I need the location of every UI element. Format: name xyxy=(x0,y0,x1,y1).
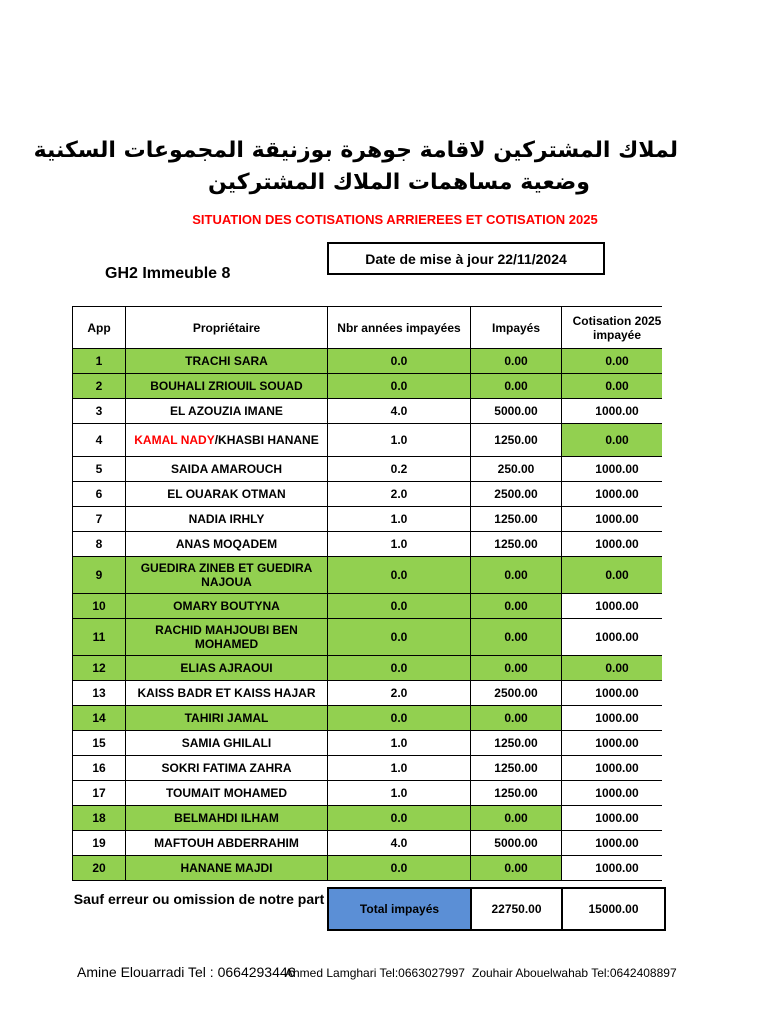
cell-owner: MAFTOUH ABDERRAHIM xyxy=(126,831,328,856)
cell-owner: TAHIRI JAMAL xyxy=(126,706,328,731)
table-row xyxy=(73,424,663,457)
table-row xyxy=(73,457,663,482)
cell-app: 20 xyxy=(73,856,126,881)
cell-cotisation: 0.00 xyxy=(562,349,663,374)
table-body xyxy=(73,349,663,881)
cell-years: 1.0 xyxy=(328,781,471,806)
cell-cotisation: 0.00 xyxy=(562,656,663,681)
table-row xyxy=(73,482,663,507)
table-row xyxy=(73,806,663,831)
cell-owner: TRACHI SARA xyxy=(126,349,328,374)
cell-app: 2 xyxy=(73,374,126,399)
cell-years: 0.0 xyxy=(328,806,471,831)
total-label: Total impayés xyxy=(328,888,471,930)
cell-app: 11 xyxy=(73,619,126,656)
table-row xyxy=(73,706,663,731)
cell-owner: SAMIA GHILALI xyxy=(126,731,328,756)
building-label: GH2 Immeuble 8 xyxy=(105,265,231,282)
table-row xyxy=(73,594,663,619)
cell-app: 17 xyxy=(73,781,126,806)
cell-years: 1.0 xyxy=(328,756,471,781)
cell-unpaid: 5000.00 xyxy=(471,831,562,856)
cell-unpaid: 1250.00 xyxy=(471,781,562,806)
col-header-unpaid: Impayés xyxy=(471,307,562,349)
cell-unpaid: 0.00 xyxy=(471,619,562,656)
cell-owner: EL OUARAK OTMAN xyxy=(126,482,328,507)
cell-owner: BELMAHDI ILHAM xyxy=(126,806,328,831)
owner-name: /KHASBI HANANE xyxy=(214,433,319,447)
cell-years: 1.0 xyxy=(328,532,471,557)
cell-owner: ANAS MOQADEM xyxy=(126,532,328,557)
cell-years: 0.0 xyxy=(328,619,471,656)
cell-cotisation: 0.00 xyxy=(562,424,663,457)
cell-cotisation: 1000.00 xyxy=(562,507,663,532)
table-row xyxy=(73,349,663,374)
cell-years: 0.0 xyxy=(328,557,471,594)
cell-owner xyxy=(126,424,328,457)
totals-row xyxy=(327,887,662,930)
table-row xyxy=(73,756,663,781)
cell-cotisation: 1000.00 xyxy=(562,781,663,806)
cell-app: 14 xyxy=(73,706,126,731)
cell-app: 12 xyxy=(73,656,126,681)
total-cotisation: 15000.00 xyxy=(562,888,665,930)
cell-owner: SOKRI FATIMA ZAHRA xyxy=(126,756,328,781)
arabic-title-line2: وضعية مساهمات الملاك المشتركين xyxy=(208,170,590,195)
cell-years: 0.0 xyxy=(328,594,471,619)
cell-years: 4.0 xyxy=(328,831,471,856)
table-row xyxy=(73,532,663,557)
cell-unpaid: 1250.00 xyxy=(471,507,562,532)
total-unpaid: 22750.00 xyxy=(471,888,562,930)
table-header-row xyxy=(73,307,663,349)
cell-unpaid: 1250.00 xyxy=(471,731,562,756)
contact-ahmed: Ahmed Lamghari Tel:0663027997 xyxy=(285,966,465,980)
cell-unpaid: 1250.00 xyxy=(471,756,562,781)
cell-years: 0.2 xyxy=(328,457,471,482)
contributions-table xyxy=(72,306,662,881)
cell-unpaid: 0.00 xyxy=(471,806,562,831)
cell-unpaid: 0.00 xyxy=(471,594,562,619)
cell-unpaid: 0.00 xyxy=(471,706,562,731)
cell-years: 0.0 xyxy=(328,706,471,731)
cell-years: 1.0 xyxy=(328,507,471,532)
document-subtitle: SITUATION DES COTISATIONS ARRIEREES ET COTISATION 2025 xyxy=(192,212,598,227)
cell-unpaid: 2500.00 xyxy=(471,482,562,507)
cell-app: 3 xyxy=(73,399,126,424)
cell-years: 1.0 xyxy=(328,424,471,457)
cell-app: 9 xyxy=(73,557,126,594)
cell-owner: GUEDIRA ZINEB ET GUEDIRA NAJOUA xyxy=(126,557,328,594)
cell-cotisation: 1000.00 xyxy=(562,482,663,507)
cell-app: 16 xyxy=(73,756,126,781)
cell-years: 2.0 xyxy=(328,681,471,706)
cell-years: 1.0 xyxy=(328,731,471,756)
col-header-app: App xyxy=(73,307,126,349)
cell-app: 10 xyxy=(73,594,126,619)
cell-unpaid: 1250.00 xyxy=(471,424,562,457)
cell-owner: TOUMAIT MOHAMED xyxy=(126,781,328,806)
cell-cotisation: 1000.00 xyxy=(562,731,663,756)
update-date-box: Date de mise à jour 22/11/2024 xyxy=(327,242,605,275)
cell-unpaid: 0.00 xyxy=(471,374,562,399)
cell-years: 0.0 xyxy=(328,374,471,399)
cell-app: 4 xyxy=(73,424,126,457)
cell-unpaid: 0.00 xyxy=(471,856,562,881)
disclaimer-note: Sauf erreur ou omission de notre part xyxy=(73,891,325,907)
cell-cotisation: 1000.00 xyxy=(562,619,663,656)
cell-owner: OMARY BOUTYNA xyxy=(126,594,328,619)
cell-unpaid: 5000.00 xyxy=(471,399,562,424)
cell-app: 8 xyxy=(73,532,126,557)
cell-cotisation: 1000.00 xyxy=(562,806,663,831)
contact-zouhair: Zouhair Abouelwahab Tel:0642408897 xyxy=(472,966,677,980)
cell-owner: SAIDA AMAROUCH xyxy=(126,457,328,482)
cell-app: 1 xyxy=(73,349,126,374)
contact-amine: Amine Elouarradi Tel : 0664293446 xyxy=(77,964,296,980)
cell-app: 7 xyxy=(73,507,126,532)
cell-years: 2.0 xyxy=(328,482,471,507)
cell-years: 0.0 xyxy=(328,856,471,881)
cell-cotisation: 0.00 xyxy=(562,557,663,594)
table-row xyxy=(73,731,663,756)
cell-app: 5 xyxy=(73,457,126,482)
cell-app: 15 xyxy=(73,731,126,756)
owner-name-red: KAMAL NADY xyxy=(134,433,215,447)
cell-cotisation: 1000.00 xyxy=(562,681,663,706)
cell-owner: RACHID MAHJOUBI BEN MOHAMED xyxy=(126,619,328,656)
cell-app: 18 xyxy=(73,806,126,831)
table-row xyxy=(73,399,663,424)
cell-cotisation: 1000.00 xyxy=(562,457,663,482)
cell-years: 0.0 xyxy=(328,656,471,681)
cell-app: 19 xyxy=(73,831,126,856)
col-header-owner: Propriétaire xyxy=(126,307,328,349)
cell-cotisation: 1000.00 xyxy=(562,594,663,619)
cell-app: 13 xyxy=(73,681,126,706)
table-row xyxy=(73,831,663,856)
cell-years: 0.0 xyxy=(328,349,471,374)
table-row xyxy=(73,557,663,594)
table-row xyxy=(73,781,663,806)
table-row xyxy=(73,656,663,681)
cell-unpaid: 1250.00 xyxy=(471,532,562,557)
cell-years: 4.0 xyxy=(328,399,471,424)
arabic-title-line1: لملاك المشتركين لاقامة جوهرة بوزنيقة المجموعات السكنية xyxy=(33,138,678,163)
cell-cotisation: 1000.00 xyxy=(562,706,663,731)
cell-owner: BOUHALI ZRIOUIL SOUAD xyxy=(126,374,328,399)
cell-owner: EL AZOUZIA IMANE xyxy=(126,399,328,424)
cell-cotisation: 1000.00 xyxy=(562,756,663,781)
cell-cotisation: 1000.00 xyxy=(562,399,663,424)
table-row xyxy=(73,856,663,881)
cell-unpaid: 0.00 xyxy=(471,656,562,681)
table-row xyxy=(73,619,663,656)
col-header-cotisation: Cotisation 2025 impayée xyxy=(562,307,663,349)
cell-owner: KAISS BADR ET KAISS HAJAR xyxy=(126,681,328,706)
cell-cotisation: 1000.00 xyxy=(562,532,663,557)
col-header-years: Nbr années impayées xyxy=(328,307,471,349)
cell-owner: NADIA IRHLY xyxy=(126,507,328,532)
table-row xyxy=(73,374,663,399)
table-row xyxy=(73,681,663,706)
cell-cotisation: 0.00 xyxy=(562,374,663,399)
cell-owner: ELIAS AJRAOUI xyxy=(126,656,328,681)
cell-unpaid: 0.00 xyxy=(471,557,562,594)
cell-unpaid: 2500.00 xyxy=(471,681,562,706)
cell-app: 6 xyxy=(73,482,126,507)
table-row xyxy=(73,507,663,532)
cell-cotisation: 1000.00 xyxy=(562,831,663,856)
cell-unpaid: 250.00 xyxy=(471,457,562,482)
cell-cotisation: 1000.00 xyxy=(562,856,663,881)
cell-owner: HANANE MAJDI xyxy=(126,856,328,881)
cell-unpaid: 0.00 xyxy=(471,349,562,374)
